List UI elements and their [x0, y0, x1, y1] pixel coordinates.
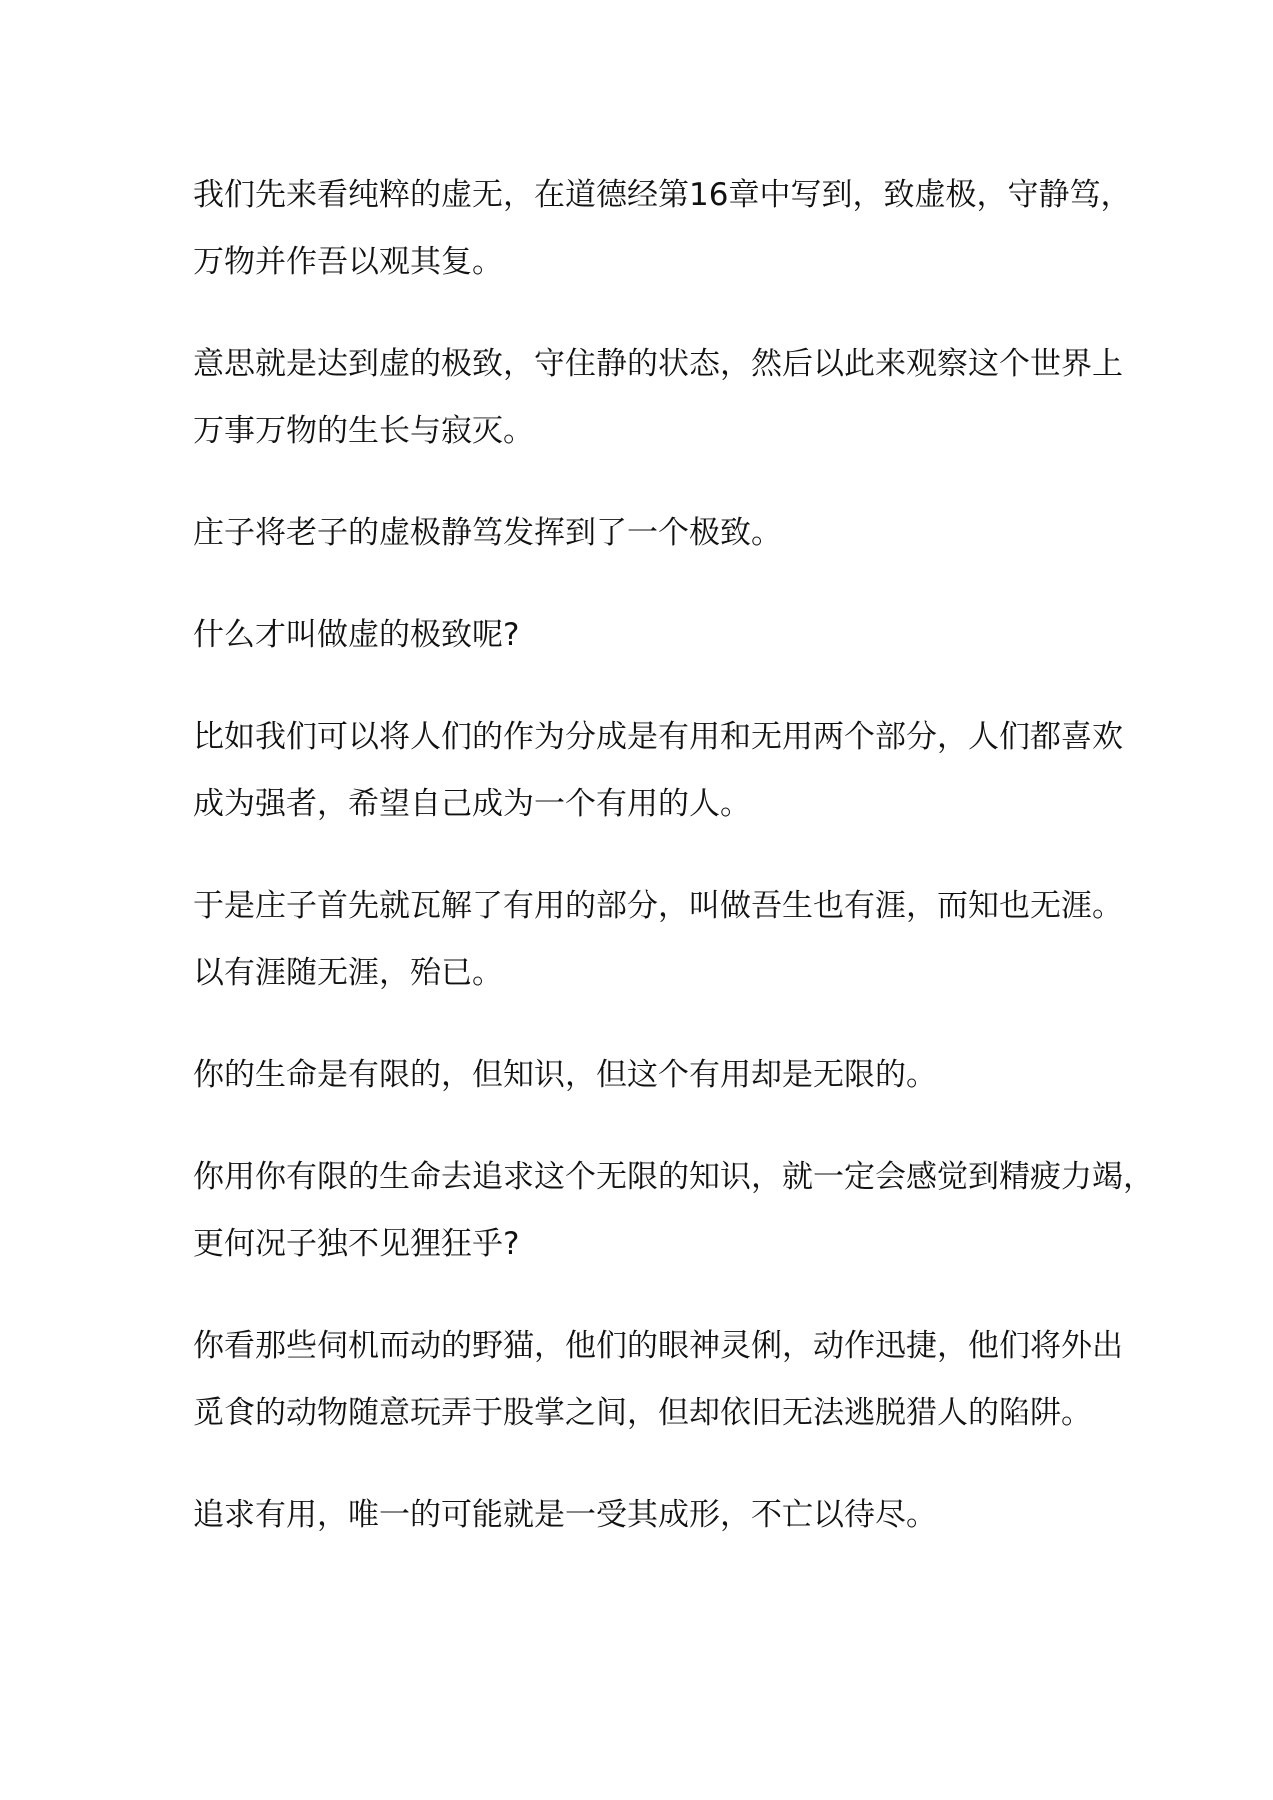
paragraph-10: [193, 1482, 1113, 1549]
paragraph-3: [193, 500, 1113, 567]
paragraph-line: 意思就是达到虚的极致，守住静的状态，然后以此来观察这个世界上: [193, 346, 1123, 382]
paragraph-7: [193, 1042, 1113, 1109]
paragraph-8: [193, 1144, 1154, 1278]
paragraph-6: [193, 873, 1123, 1007]
paragraph-line: 于是庄子首先就瓦解了有用的部分，叫做吾生也有涯，而知也无涯。: [193, 888, 1123, 924]
paragraph-4: [193, 602, 1113, 669]
paragraph-line: 什么才叫做虚的极致呢?: [193, 617, 520, 653]
paragraph-1: [193, 162, 1132, 296]
paragraph-line: 比如我们可以将人们的作为分成是有用和无用两个部分，人们都喜欢: [193, 719, 1123, 755]
paragraph-line: 万物并作吾以观其复。: [193, 244, 503, 280]
paragraph-9: [193, 1313, 1123, 1447]
document-body: [193, 162, 1154, 1584]
paragraph-line: 你的生命是有限的，但知识，但这个有用却是无限的。: [193, 1057, 937, 1093]
paragraph-line: 成为强者，希望自己成为一个有用的人。: [193, 786, 751, 822]
paragraph-line: 万事万物的生长与寂灭。: [193, 413, 534, 449]
paragraph-line: 你看那些伺机而动的野猫，他们的眼神灵俐，动作迅捷，他们将外出: [193, 1328, 1123, 1364]
paragraph-line: 更何况子独不见狸狂乎?: [193, 1226, 520, 1262]
paragraph-line: 你用你有限的生命去追求这个无限的知识，就一定会感觉到精疲力竭，: [193, 1159, 1154, 1195]
paragraph-line: 我们先来看纯粹的虚无，在道德经第16章中写到，致虚极，守静笃，: [193, 177, 1132, 213]
paragraph-2: [193, 331, 1123, 465]
paragraph-line: 庄子将老子的虚极静笃发挥到了一个极致。: [193, 515, 782, 551]
paragraph-line: 以有涯随无涯，殆已。: [193, 955, 503, 991]
paragraph-line: 追求有用，唯一的可能就是一受其成形，不亡以待尽。: [193, 1497, 937, 1533]
paragraph-line: 觅食的动物随意玩弄于股掌之间，但却依旧无法逃脱猎人的陷阱。: [193, 1395, 1092, 1431]
paragraph-5: [193, 704, 1123, 838]
